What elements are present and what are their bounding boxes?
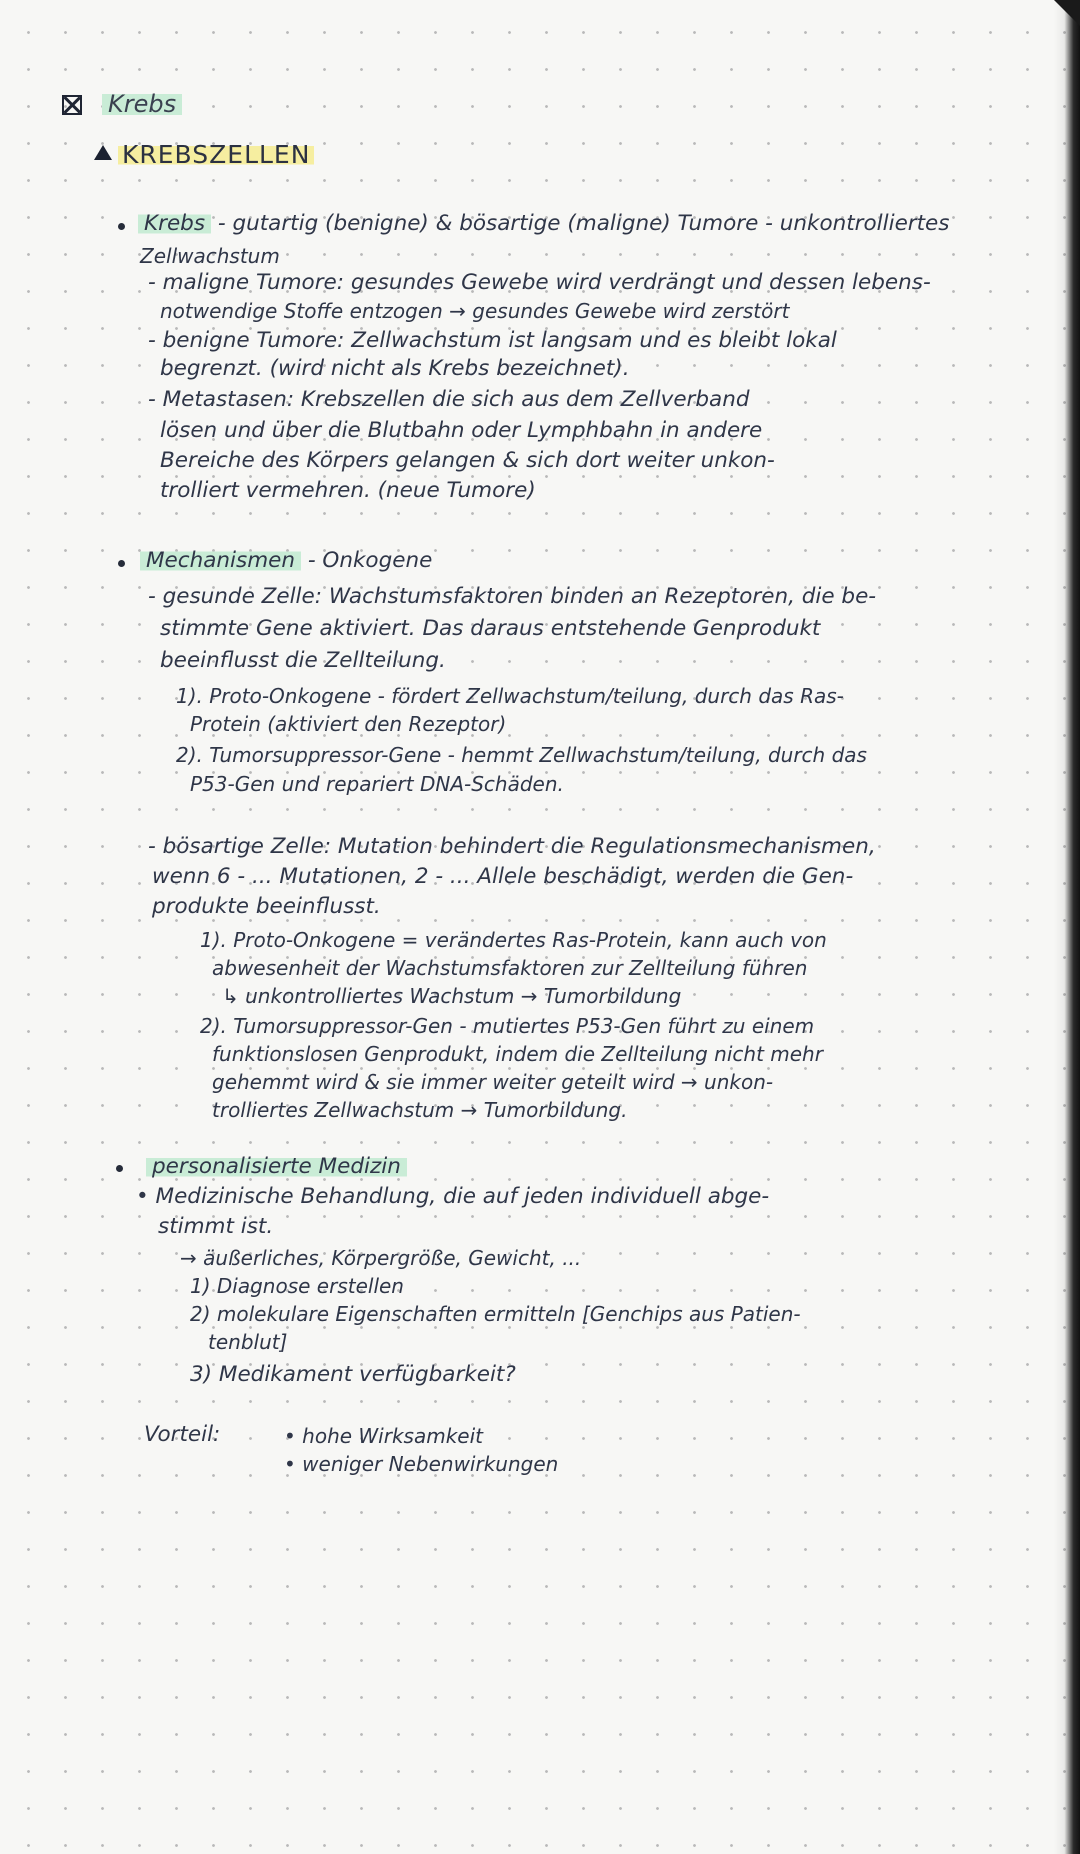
mutated-proto-line-1: 1). Proto-Onkogene = verändertes Ras-Protein, kann auch von [200,928,827,952]
metastasen-line-4: trolliert vermehren. (neue Tumore) [160,478,536,503]
boesartige-zelle-line-3: produkte beeinflusst. [152,894,381,919]
metastasen-line-1: - Metastasen: Krebszellen die sich aus dem Zellverband [148,387,750,412]
notebook-corner [1054,0,1080,26]
maligne-line-1: - maligne Tumore: gesundes Gewebe wird verdrängt und dessen lebens- [148,270,931,295]
mutated-proto-line-2: abwesenheit der Wachstumsfaktoren zur Zellteilung führen [212,956,808,980]
bullet-icon [116,1165,123,1172]
proto-onkogene-line-2: Protein (aktiviert den Rezeptor) [190,712,507,736]
mechanismen-heading [140,550,432,572]
benigne-line-2: begrenzt. (wird nicht als Krebs bezeichnet). [160,356,630,381]
gesunde-zelle-line-1: - gesunde Zelle: Wachstumsfaktoren binden an Rezeptoren, die be- [148,584,877,609]
medizin-step-2-cont: tenblut] [208,1330,288,1354]
bullet-icon [118,223,125,230]
gesunde-zelle-line-3: beeinflusst die Zellteilung. [160,648,446,673]
boesartige-zelle-line-2: wenn 6 - ... Mutationen, 2 - ... Allele beschädigt, werden die Gen- [152,864,854,889]
notebook-edge [1054,0,1080,1854]
medizin-line-3: → äußerliches, Körpergröße, Gewicht, ... [180,1246,582,1270]
medizin-step-3: 3) Medikament verfügbarkeit? [190,1362,516,1387]
page-title [102,92,182,116]
tumorsuppressor-line-1: 2). Tumorsuppressor-Gene - hemmt Zellwachstum/teilung, durch das [176,743,867,767]
mutated-proto-line-3: ↳ unkontrolliertes Wachstum → Tumorbildung [222,984,682,1008]
proto-onkogene-line-1: 1). Proto-Onkogene - fördert Zellwachstum/teilung, durch das Ras- [176,684,844,708]
checkbox-icon [62,95,82,115]
vorteil-item-1: • hohe Wirksamkeit [284,1424,483,1448]
boesartige-zelle-line-1: - bösartige Zelle: Mutation behindert die Regulationsmechanismen, [148,834,876,859]
section-title [118,142,314,167]
medizin-line-1: • Medizinische Behandlung, die auf jeden individuell abge- [136,1184,770,1209]
triangle-icon [94,145,112,160]
medizin-step-2: 2) molekulare Eigenschaften ermitteln [Genchips aus Patien- [190,1302,801,1326]
krebs-line-1 [138,213,950,235]
bullet-icon [118,560,125,567]
section-title-text: KREBSZELLEN [118,140,314,169]
medizin-line-2: stimmt ist. [158,1214,274,1239]
medizin-step-1: 1) Diagnose erstellen [190,1274,404,1298]
vorteil-item-2: • weniger Nebenwirkungen [284,1452,559,1476]
mechanismen-subtitle: - Onkogene [307,548,433,573]
medizin-heading [146,1156,407,1178]
metastasen-line-2: lösen und über die Blutbahn oder Lymphbahn in andere [160,418,763,443]
mutated-suppressor-line-4: trolliertes Zellwachstum → Tumorbildung. [212,1098,628,1122]
mechanismen-term: Mechanismen [140,548,301,573]
medizin-term: personalisierte Medizin [146,1154,407,1179]
krebs-line-2: Zellwachstum [140,244,280,268]
metastasen-line-3: Bereiche des Körpers gelangen & sich dort weiter unkon- [160,448,775,473]
mutated-suppressor-line-2: funktionslosen Genprodukt, indem die Zellteilung nicht mehr [212,1042,823,1066]
mutated-suppressor-line-3: gehemmt wird & sie immer weiter geteilt wird → unkon- [212,1070,774,1094]
krebs-definition: - gutartig (benigne) & bösartige (maligne) Tumore - unkontrolliertes [217,211,950,236]
krebs-term: Krebs [138,211,211,236]
tumorsuppressor-line-2: P53-Gen und repariert DNA-Schäden. [190,772,564,796]
benigne-line-1: - benigne Tumore: Zellwachstum ist langsam und es bleibt lokal [148,328,837,353]
maligne-line-2: notwendige Stoffe entzogen → gesundes Gewebe wird zerstört [160,299,790,323]
page-title-text: Krebs [102,90,182,118]
gesunde-zelle-line-2: stimmte Gene aktiviert. Das daraus entstehende Genprodukt [160,616,821,641]
mutated-suppressor-line-1: 2). Tumorsuppressor-Gen - mutiertes P53-Gen führt zu einem [200,1014,815,1038]
vorteil-label: Vorteil: [144,1422,221,1447]
